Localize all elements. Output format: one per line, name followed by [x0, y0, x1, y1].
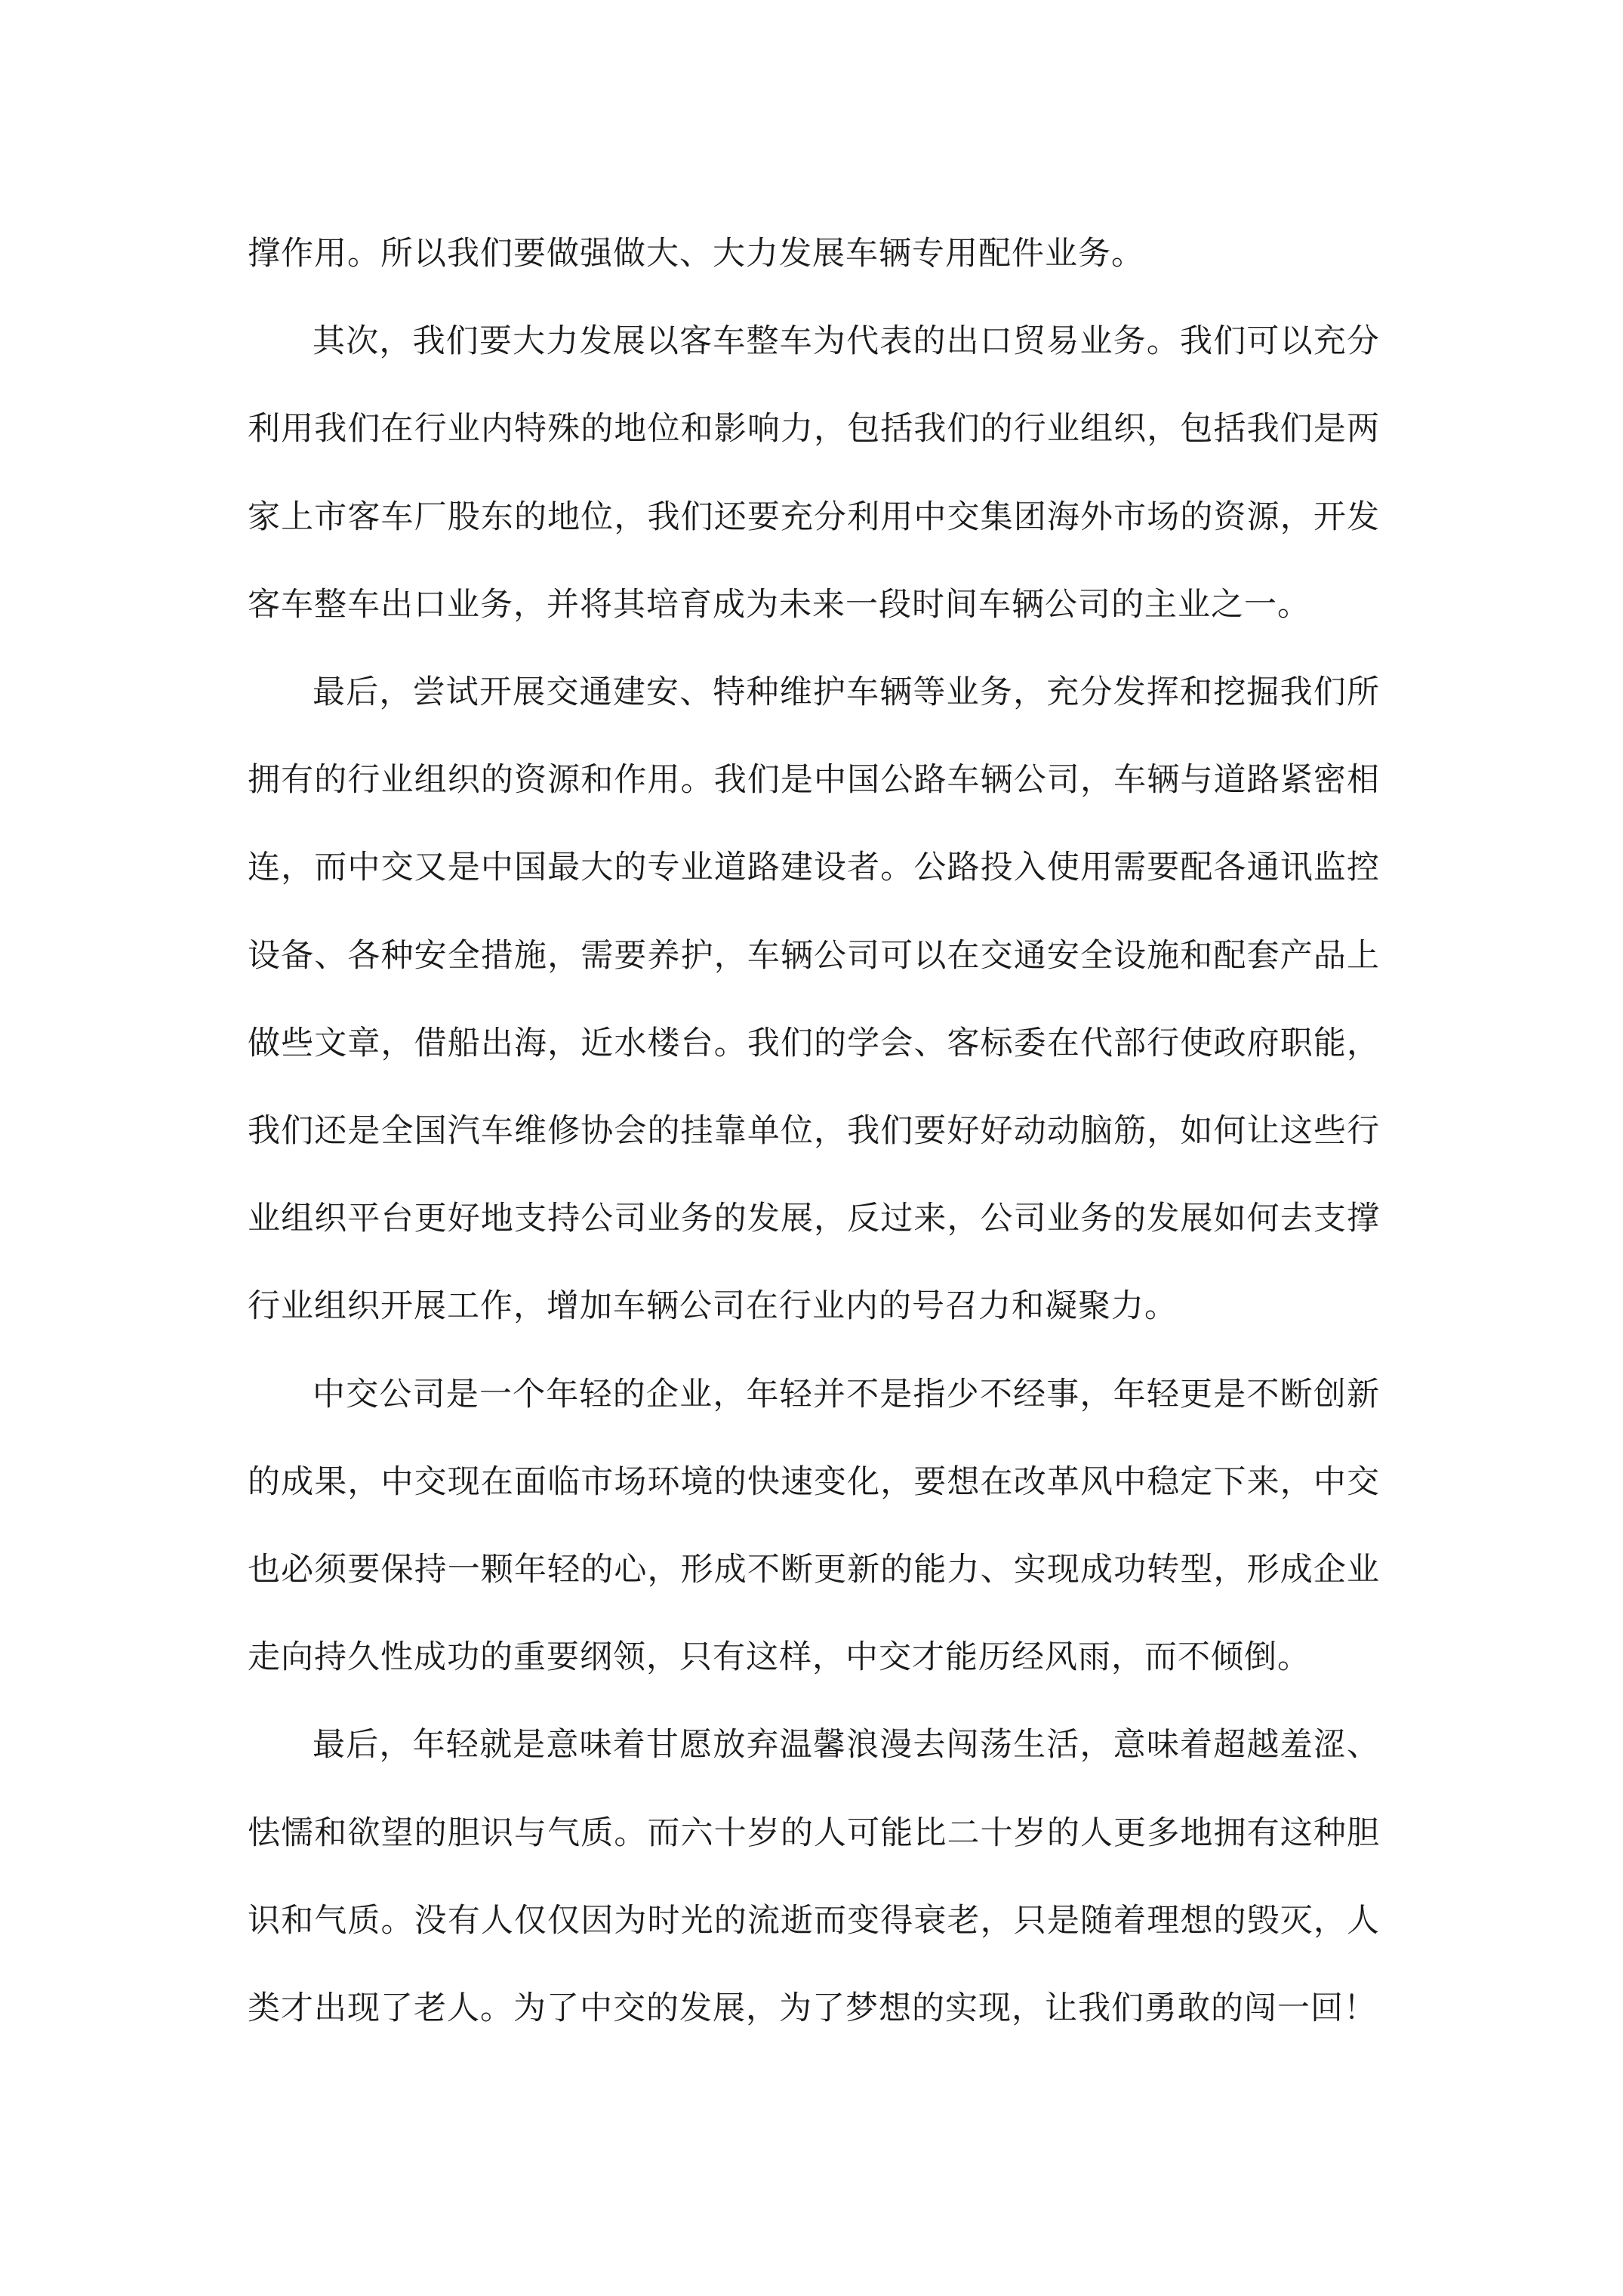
paragraph-5: 最后，年轻就是意味着甘愿放弃温馨浪漫去闯荡生活，意味着超越羞涩、怯懦和欲望的胆识与气质。而六十岁的人可能比二十岁的人更多地拥有这种胆识和气质。没有人仅仅因为时光的流逝而变得衰老，只是随着理想的毁灭，人类才出现了老人。为了中交的发展，为了梦想的实现，让我们勇敢的闯一回！ — [248, 1726, 1380, 2028]
paragraph-4: 中交公司是一个年轻的企业，年轻并不是指少不经事，年轻更是不断创新的成果，中交现在面临市场环境的快速变化，要想在改革风中稳定下来，中交也必须要保持一颗年轻的心，形成不断更新的能力、实现成功转型，形成企业走向持久性成功的重要纲领，只有这样，中交才能历经风雨，而不倾倒。 — [248, 1375, 1380, 1677]
paragraph-3: 最后，尝试开展交通建安、特种维护车辆等业务，充分发挥和挖掘我们所拥有的行业组织的资源和作用。我们是中国公路车辆公司，车辆与道路紧密相连，而中交又是中国最大的专业道路建设者。公路投入使用需要配各通讯监控设备、各种安全措施，需要养护，车辆公司可以在交通安全设施和配套产品上做些文章，借船出海，近水楼台。我们的学会、客标委在代部行使政府职能，我们还是全国汽车维修协会的挂靠单位，我们要好好动动脑筋，如何让这些行业组织平台更好地支持公司业务的发展，反过来，公司业务的发展如何去支撑行业组织开展工作，增加车辆公司在行业内的号召力和凝聚力。 — [248, 673, 1380, 1326]
paragraph-1: 撑作用。所以我们要做强做大、大力发展车辆专用配件业务。 — [248, 235, 1144, 273]
paragraph-2: 其次，我们要大力发展以客车整车为代表的出口贸易业务。我们可以充分利用我们在行业内特殊的地位和影响力，包括我们的行业组织，包括我们是两家上市客车厂股东的地位，我们还要充分利用中交集团海外市场的资源，开发客车整车出口业务，并将其培育成为未来一段时间车辆公司的主业之一。 — [248, 322, 1380, 624]
document-body — [248, 210, 1380, 2052]
